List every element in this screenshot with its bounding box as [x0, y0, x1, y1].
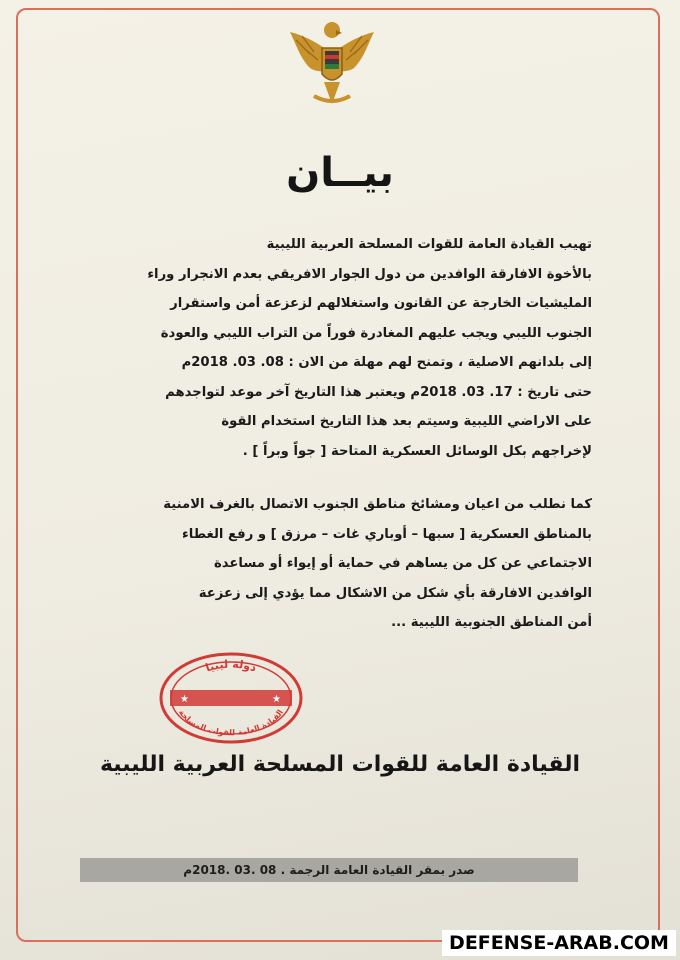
text-line: إلى بلدانهم الاصلية ، وتمنح لهم مهلة من الان : 08. 03. 2018م: [181, 355, 592, 370]
paragraph-2: [92, 490, 592, 638]
svg-text:★: ★: [180, 694, 189, 705]
paragraph-1: [92, 230, 592, 466]
svg-text:القيادة العامة للقوات المسلحة: [177, 708, 285, 737]
text-line: تهيب القيادة العامة للقوات المسلحة العربية الليبية: [266, 237, 592, 252]
text-line: بالمناطق العسكرية [ سبها – أوباري غات – مرزق ] و رفع الغطاء: [182, 526, 592, 542]
stamp-top-text: دولة ليبيا: [203, 657, 259, 675]
eagle-emblem-icon: [284, 14, 380, 110]
text-line: أمن المناطق الجنوبية الليبية ...: [391, 615, 592, 630]
page-title: بيــان: [286, 150, 394, 196]
text-line: المليشيات الخارجة عن القانون واستغلالهم لزعزعة أمن واستقرار: [170, 296, 592, 311]
svg-text:★: ★: [272, 694, 281, 705]
page-border: [16, 8, 660, 942]
text-line: الاجتماعي عن كل من يساهم في حماية أو إيواء أو مساعدة: [213, 556, 592, 571]
official-stamp: [156, 648, 306, 746]
text-line: بالأخوة الافارقة الوافدين من دول الجوار الافريقي بعدم الانجرار وراء: [147, 266, 592, 282]
signature-line: القيادة العامة للقوات المسلحة العربية الليبية: [99, 752, 581, 777]
text-line: على الاراضي الليبية وسيتم بعد هذا التاريخ استخدام القوة: [221, 414, 592, 429]
text-line: الجنوب الليبي ويجب عليهم المغادرة فوراً من التراب الليبي والعودة: [160, 325, 592, 341]
issue-footer: صدر بمقر القيادة العامة الرجمة . 08 .03 .2018م: [80, 858, 578, 882]
text-line: لإخراجهم بكل الوسائل العسكرية المتاحة [ جواً وبراً ] .: [242, 443, 592, 459]
text-line: كما نطلب من اعيان ومشائخ مناطق الجنوب الاتصال بالغرف الامنية: [163, 497, 592, 512]
text-line: حتى تاريخ : 17. 03. 2018م ويعتبر هذا التاريخ آخر موعد لتواجدهم: [165, 384, 592, 400]
svg-text:دولة ليبيا: [204, 658, 259, 675]
text-line: الوافدين الافارقة بأي شكل من الاشكال مما يؤدي إلى زعزعة: [198, 585, 592, 601]
watermark: DEFENSE-ARAB.COM: [442, 930, 676, 956]
stamp-bottom-text: القيادة العامة للقوات المسلحة: [176, 707, 286, 738]
